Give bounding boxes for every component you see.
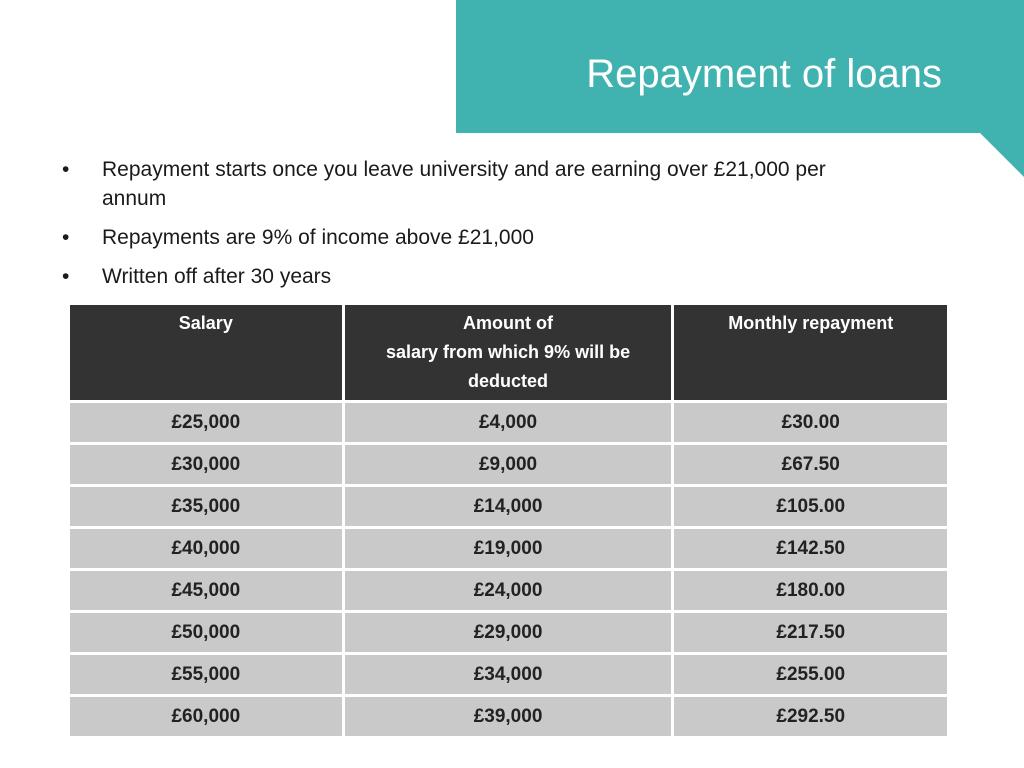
repayment-table [67, 302, 950, 739]
salary-cell: £45,000 [70, 571, 342, 610]
bullet-text: Repayments are 9% of income above £21,000 [102, 226, 534, 249]
monthly-repayment-cell: £67.50 [674, 445, 947, 484]
monthly-repayment-cell: £105.00 [674, 487, 947, 526]
bullet-marker: • [62, 226, 70, 249]
header-line: salary from which 9% will be [386, 342, 631, 362]
salary-cell: £55,000 [70, 655, 342, 694]
salary-cell: £40,000 [70, 529, 342, 568]
amount-cell: £9,000 [345, 445, 672, 484]
table-row [70, 613, 947, 652]
bullet-item [62, 262, 882, 291]
table-row [70, 697, 947, 736]
bullet-item [62, 223, 882, 252]
monthly-repayment-cell: £180.00 [674, 571, 947, 610]
table-row [70, 529, 947, 568]
bullet-list [62, 155, 882, 301]
monthly-repayment-cell: £255.00 [674, 655, 947, 694]
header-line: Amount of [463, 313, 554, 333]
amount-cell: £39,000 [345, 697, 672, 736]
amount-cell: £14,000 [345, 487, 672, 526]
monthly-repayment-cell: £217.50 [674, 613, 947, 652]
salary-cell: £25,000 [70, 403, 342, 442]
salary-cell: £35,000 [70, 487, 342, 526]
amount-cell: £24,000 [345, 571, 672, 610]
header-line: Salary [178, 313, 233, 333]
salary-cell: £30,000 [70, 445, 342, 484]
title-banner-fold [980, 133, 1024, 177]
table-header-row [70, 305, 947, 400]
salary-cell: £50,000 [70, 613, 342, 652]
amount-cell: £34,000 [345, 655, 672, 694]
header-monthly-repayment [674, 305, 947, 400]
bullet-text: Written off after 30 years [102, 265, 332, 288]
table-row [70, 655, 947, 694]
table-row [70, 487, 947, 526]
salary-cell: £60,000 [70, 697, 342, 736]
slide-title: Repayment of loans [586, 52, 942, 96]
table-body [70, 403, 947, 736]
title-banner [456, 0, 1024, 133]
bullet-item [62, 155, 882, 213]
table-row [70, 403, 947, 442]
header-line: deducted [468, 371, 549, 391]
header-salary [70, 305, 342, 400]
monthly-repayment-cell: £292.50 [674, 697, 947, 736]
table-row [70, 571, 947, 610]
bullet-text: Repayment starts once you leave university and are earning over £21,000 per annum [102, 158, 826, 210]
monthly-repayment-cell: £142.50 [674, 529, 947, 568]
table-row [70, 445, 947, 484]
header-line: Monthly repayment [728, 313, 894, 333]
amount-cell: £29,000 [345, 613, 672, 652]
bullet-marker: • [62, 265, 70, 288]
bullet-marker: • [62, 158, 70, 181]
amount-cell: £4,000 [345, 403, 672, 442]
header-amount [345, 305, 672, 400]
monthly-repayment-cell: £30.00 [674, 403, 947, 442]
amount-cell: £19,000 [345, 529, 672, 568]
